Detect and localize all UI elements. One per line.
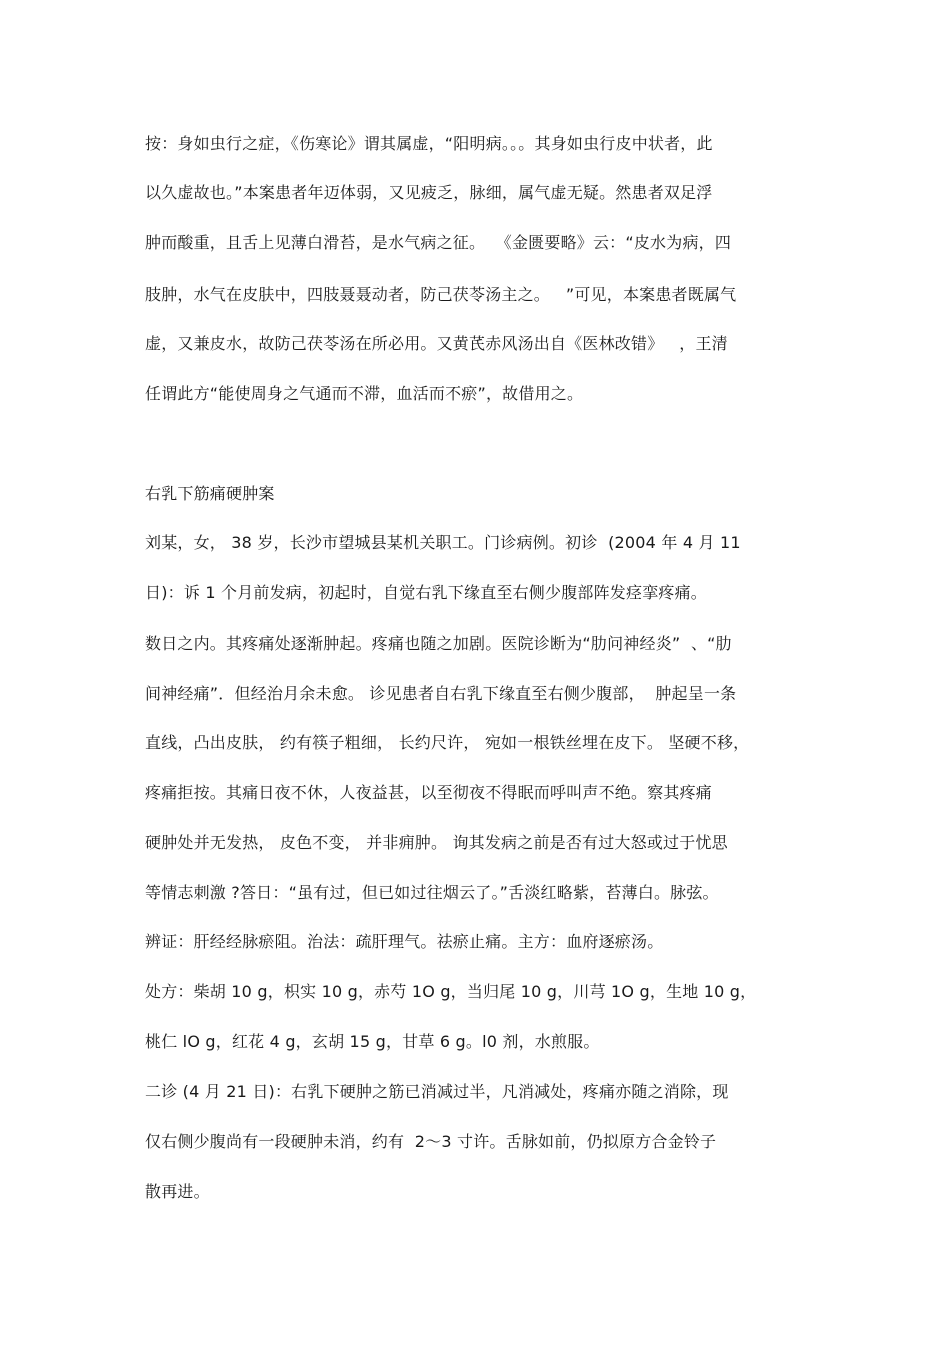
case-line: 硬肿处并无发热， 皮色不变， 并非痈肿。 询其发病之前是否有过大怒或过于忧思: [145, 833, 728, 852]
case-line: 仅右侧少腹尚有一段硬肿未消，约有 2～3 寸许。舌脉如前，仍拟原方合金铃子: [145, 1132, 717, 1151]
case-line: 桃仁 lO g，红花 4 g，玄胡 15 g，甘草 6 g。l0 剂，水煎服。: [145, 1032, 600, 1051]
case-line: 辨证：肝经经脉瘀阻。治法：疏肝理气。祛瘀止痛。主方：血府逐瘀汤。: [145, 932, 664, 951]
commentary-line: 肢肿，水气在皮肤中，四肢聂聂动者，防己茯苓汤主之。 ”可见，本案患者既属气: [145, 285, 737, 304]
commentary-line: 以久虚故也。”本案患者年迈体弱，又见疲乏，脉细，属气虚无疑。然患者双足浮: [145, 183, 713, 202]
case-line: 间神经痛”．但经治月余未愈。 诊见患者自右乳下缘直至右侧少腹部， 肿起呈一条: [145, 684, 737, 703]
commentary-line: 肿而酸重，且舌上见薄白滑苔，是水气病之征。 《金匮要略》云：“皮水为病，四: [145, 233, 732, 252]
commentary-line: 虚，又兼皮水，故防己茯苓汤在所必用。又黄芪赤风汤出自《医林改错》 ，王清: [145, 334, 728, 353]
case-line: 散再进。: [145, 1182, 210, 1201]
case-line: 日)：诉 1 个月前发病，初起时，自觉右乳下缘直至右侧少腹部阵发痉挛疼痛。: [145, 583, 707, 602]
case-line: 刘某，女， 38 岁，长沙市望城县某机关职工。门诊病例。初诊 (2004 年 4 月 11: [145, 533, 741, 552]
case-line: 二诊 (4 月 21 日)：右乳下硬肿之筋已消减过半，凡消减处，疼痛亦随之消除，现: [145, 1082, 729, 1101]
case-line: 直线，凸出皮肤， 约有筷子粗细， 长约尺许， 宛如一根铁丝埋在皮下。 坚硬不移，: [145, 733, 750, 752]
case-line: 处方：柴胡 10 g，枳实 10 g，赤芍 1O g，当归尾 10 g，川芎 1O g，生地 10 g，: [145, 982, 757, 1001]
commentary-line: 任谓此方“能使周身之气通而不滞，血活而不瘀”，故借用之。: [145, 384, 584, 403]
commentary-line: 按：身如虫行之症，《伤寒论》谓其属虚，“阳明病。。。其身如虫行皮中状者，此: [145, 134, 713, 153]
case-line: 等情志刺激 ?答日：“虽有过，但已如过往烟云了。”舌淡红略紫，苔薄白。脉弦。: [145, 883, 719, 902]
case-line: 疼痛拒按。其痛日夜不休，人夜益甚，以至彻夜不得眠而呼叫声不绝。察其疼痛: [145, 783, 713, 802]
case-title: 右乳下筋痛硬肿案: [145, 484, 275, 503]
case-line: 数日之内。其疼痛处逐渐肿起。疼痛也随之加剧。医院诊断为“肋问神经炎” 、“肋: [145, 634, 732, 653]
